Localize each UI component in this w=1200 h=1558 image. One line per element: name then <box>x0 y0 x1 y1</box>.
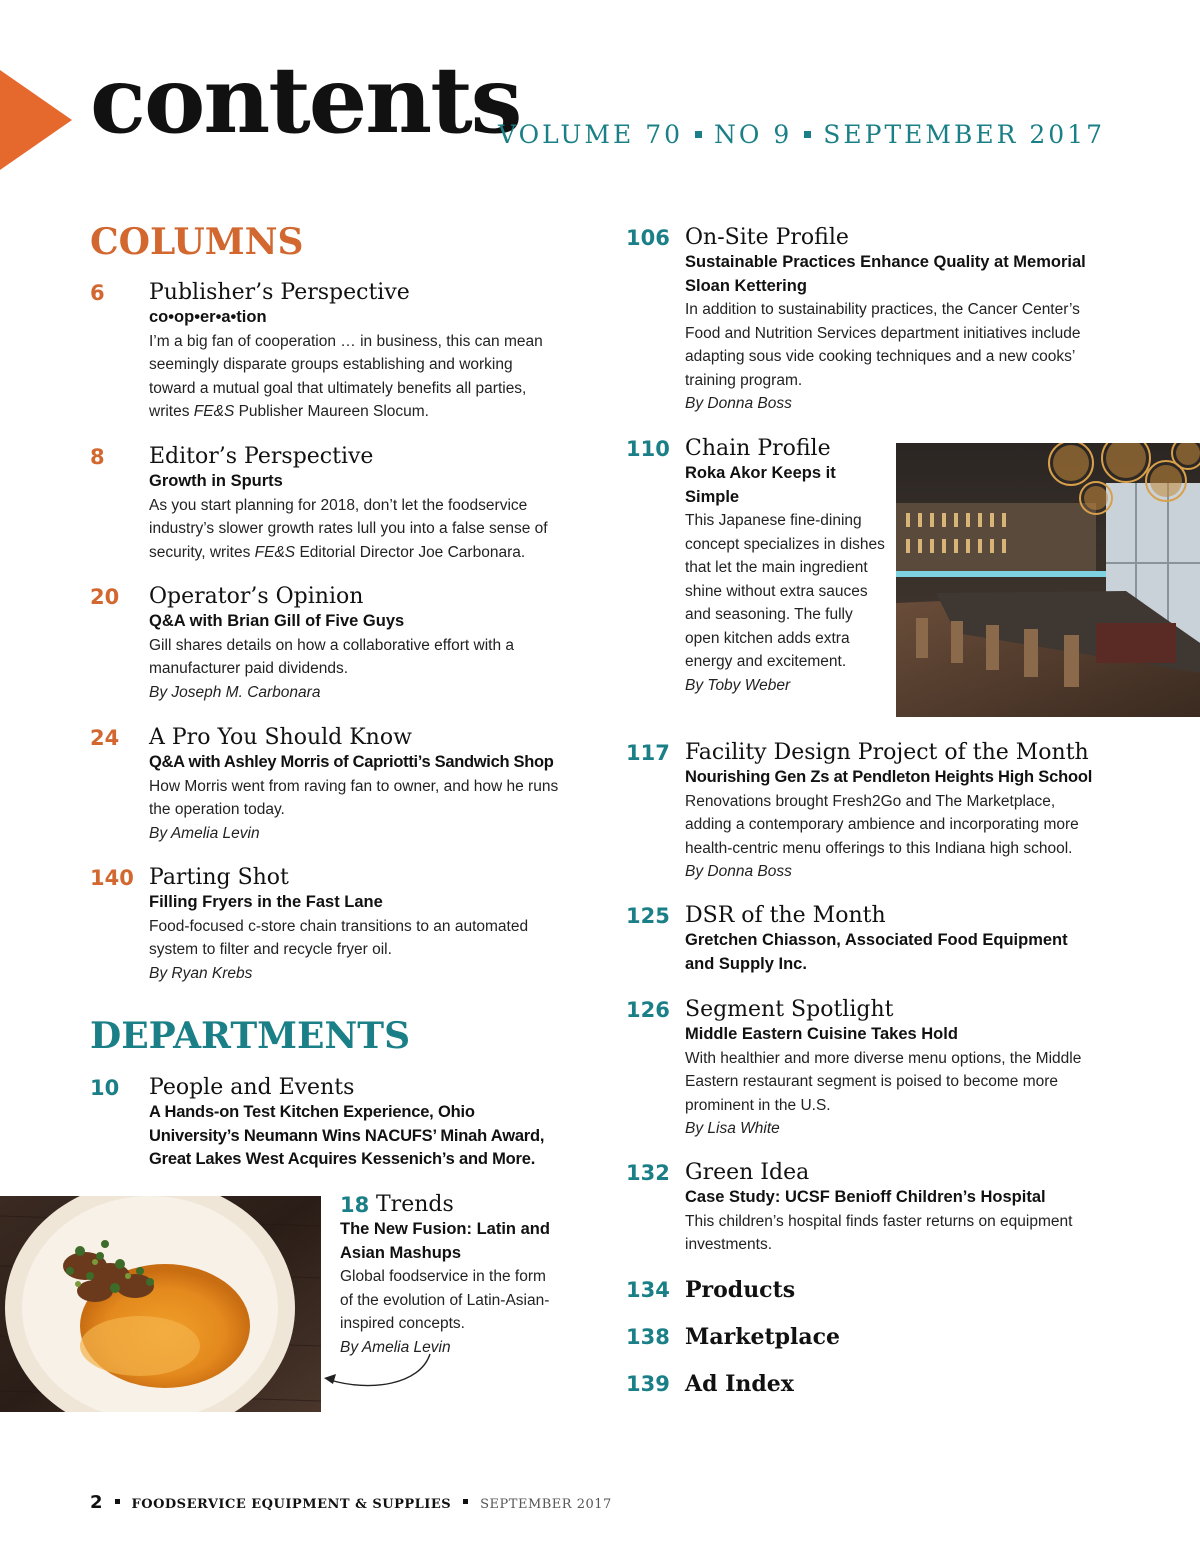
footer-page-number: 2 <box>90 1492 103 1513</box>
page-number: 134 <box>626 1278 670 1302</box>
entry-subtitle: Roka Akor Keeps it Simple <box>685 464 836 506</box>
separator-square-icon <box>463 1499 468 1504</box>
entry-title: Parting Shot <box>149 865 289 890</box>
entry-description: I’m a big fan of cooperation … in business, this can mean seemingly disparate groups establishing and working toward a mutual goal that ultimately benefits all parties, writes FE&S Publisher Maureen Slocum. <box>149 332 543 420</box>
entry-title: Operator’s Opinion <box>149 584 364 609</box>
entry-subtitle: Growth in Spurts <box>149 472 283 490</box>
departments-heading: DEPARTMENTS <box>90 1015 411 1057</box>
page-number: 140 <box>90 866 134 890</box>
entry-subtitle: Q&A with Ashley Morris of Capriotti’s Sandwich Shop <box>149 753 554 771</box>
page-number: 18 <box>340 1193 370 1217</box>
entry-byline: By Amelia Levin <box>340 1338 451 1356</box>
page-number: 110 <box>626 437 670 461</box>
page-number: 117 <box>626 741 670 765</box>
entry-description: This children’s hospital finds faster returns on equipment investments. <box>685 1212 1073 1253</box>
entry-subtitle: co•op•er•a•tion <box>149 308 267 326</box>
trends-food-photo <box>0 1196 321 1412</box>
entry-description: Renovations brought Fresh2Go and The Marketplace, adding a contemporary ambience and incorporating more health-centric menu offerings to this Indiana high school. <box>685 792 1079 857</box>
page-number: 138 <box>626 1325 670 1349</box>
entry-description: With healthier and more diverse menu options, the Middle Eastern restaurant segment is poised to become more prominent in the U.S. <box>685 1049 1082 1114</box>
entry-title: Marketplace <box>685 1324 840 1350</box>
entry-subtitle: Q&A with Brian Gill of Five Guys <box>149 612 405 630</box>
page-number: 6 <box>90 281 105 305</box>
header-triangle-icon <box>0 70 72 170</box>
entry-title: Segment Spotlight <box>685 997 894 1022</box>
page-footer <box>90 1492 612 1513</box>
volume-label: VOLUME 70 <box>498 120 684 149</box>
entry-title: Publisher’s Perspective <box>149 280 410 305</box>
page-number: 139 <box>626 1372 670 1396</box>
entry-subtitle: The New Fusion: Latin and Asian Mashups <box>340 1220 550 1262</box>
footer-publication: FOODSERVICE EQUIPMENT & SUPPLIES <box>131 1497 452 1512</box>
page-number: 106 <box>626 226 670 250</box>
columns-heading: COLUMNS <box>90 221 304 263</box>
entry-title: Chain Profile <box>685 436 831 461</box>
entry-subtitle: Sustainable Practices Enhance Quality at Memorial Sloan Kettering <box>685 253 1086 295</box>
entry-title: On-Site Profile <box>685 225 849 250</box>
chain-profile-restaurant-photo <box>896 443 1200 717</box>
page-number: 132 <box>626 1161 670 1185</box>
separator-square-icon <box>804 131 811 138</box>
entry-subtitle: Middle Eastern Cuisine Takes Hold <box>685 1025 958 1043</box>
entry-byline: By Ryan Krebs <box>149 964 253 982</box>
entry-description: This Japanese fine-dining concept specializes in dishes that let the main ingredient shine without extra sauces and seasoning. The fully open kitchen adds extra energy and excitement. <box>685 512 885 670</box>
arrow-pointer-icon <box>320 1350 440 1395</box>
entry-description: How Morris went from raving fan to owner, and how he runs the operation today. <box>149 777 559 818</box>
entry-title: Editor’s Perspective <box>149 444 374 469</box>
issue-line <box>498 120 1105 149</box>
entry-title: A Pro You Should Know <box>149 725 412 750</box>
issue-date: SEPTEMBER 2017 <box>823 120 1105 149</box>
entry-byline: By Amelia Levin <box>149 824 260 842</box>
entry-title: DSR of the Month <box>685 903 886 928</box>
entry-description: Gill shares details on how a collaborative effort with a manufacturer paid dividends. <box>149 636 515 677</box>
page-number: 8 <box>90 445 105 469</box>
entry-description: In addition to sustainability practices, the Cancer Center’s Food and Nutrition Services department initiatives include adapting sous vide cooking techniques and a new cooks’ training program. <box>685 301 1081 389</box>
entry-description: Food-focused c-store chain transitions to an automated system to filter and recycle fryer oil. <box>149 917 529 958</box>
separator-square-icon <box>695 131 702 138</box>
footer-date: SEPTEMBER 2017 <box>480 1497 612 1512</box>
entry-subtitle: Filling Fryers in the Fast Lane <box>149 893 383 911</box>
entry-byline: By Toby Weber <box>685 676 791 694</box>
entry-byline: By Donna Boss <box>685 395 792 412</box>
separator-square-icon <box>115 1499 120 1504</box>
entry-subtitle: Gretchen Chiasson, Associated Food Equipment and Supply Inc. <box>685 931 1068 973</box>
entry-byline: By Lisa White <box>685 1120 780 1137</box>
entry-title: People and Events <box>149 1075 355 1100</box>
entry-title: Products <box>685 1277 796 1303</box>
page-number: 126 <box>626 998 670 1022</box>
entry-title: Ad Index <box>685 1371 794 1397</box>
entry-subtitle: Nourishing Gen Zs at Pendleton Heights High School <box>685 768 1093 786</box>
issue-label: NO 9 <box>714 120 793 149</box>
page-number: 10 <box>90 1076 120 1100</box>
entry-title: Trends <box>376 1192 454 1217</box>
entry-byline: By Donna Boss <box>685 863 792 880</box>
entry-subtitle: A Hands-on Test Kitchen Experience, Ohio University’s Neumann Wins NACUFS’ Minah Award, Great Lakes West Acquires Kessenich’s and More. <box>149 1103 545 1168</box>
page-number: 20 <box>90 585 120 609</box>
entry-subtitle: Case Study: UCSF Benioff Children’s Hospital <box>685 1188 1046 1206</box>
page-number: 125 <box>626 904 670 928</box>
entry-description: Global foodservice in the form of the evolution of Latin-Asian-inspired concepts. <box>340 1268 550 1332</box>
page-number: 24 <box>90 726 120 750</box>
page-title: contents <box>90 46 521 154</box>
entry-title: Green Idea <box>685 1160 810 1185</box>
entry-byline: By Joseph M. Carbonara <box>149 683 321 701</box>
entry-description: As you start planning for 2018, don’t let the foodservice industry’s slower growth rates lull you into a false sense of security, writes FE&S Editorial Director Joe Carbonara. <box>149 496 548 561</box>
entry-title: Facility Design Project of the Month <box>685 740 1089 765</box>
